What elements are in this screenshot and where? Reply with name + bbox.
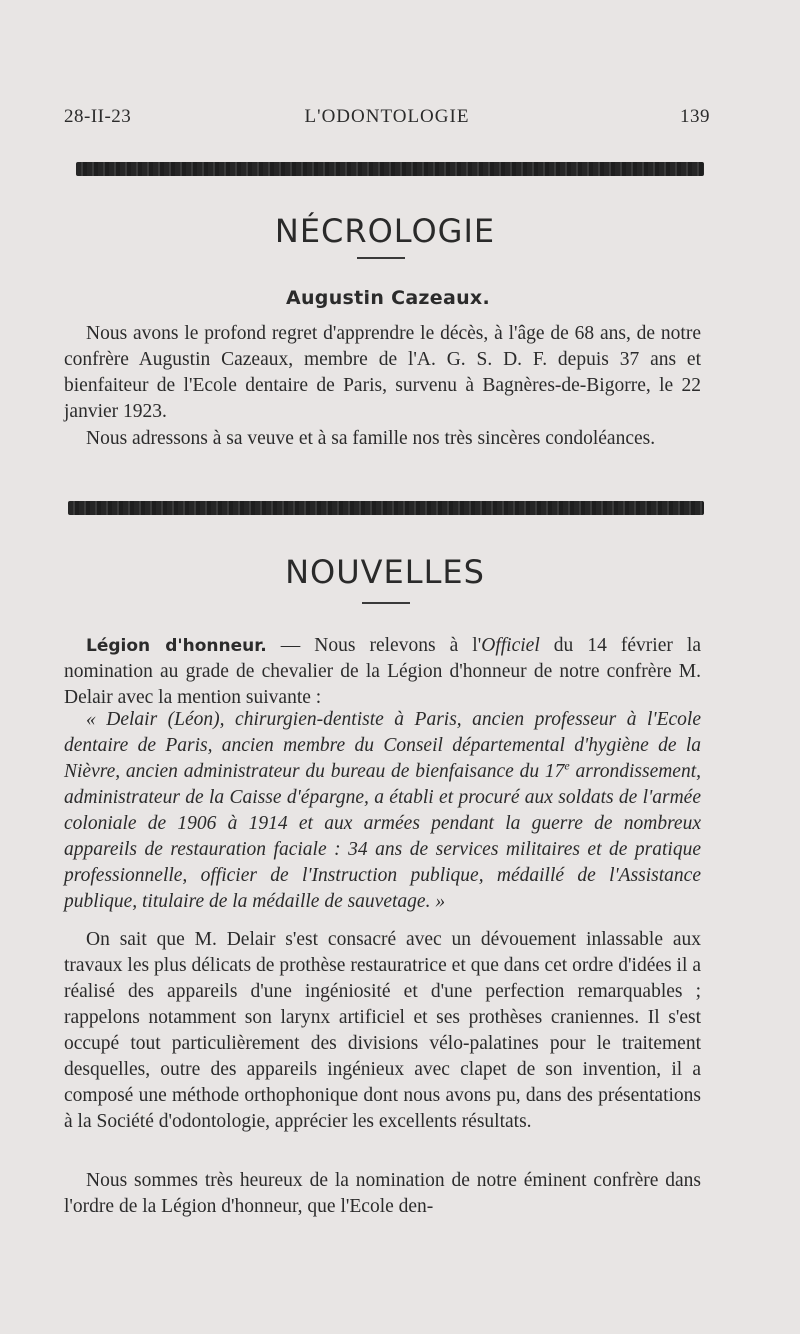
- quote-part-1: « Delair (Léon), chirurgien-dentiste à Paris, ancien professeur à l'Ecole dentaire de Paris, ancien membre du Conseil départemental d'hygiène de la Nièvre, ancien administrateur du bureau de bienfaisance du 17: [64, 709, 701, 782]
- title-underline: [362, 602, 410, 604]
- closing-paragraph: Nous sommes très heureux de la nomination de notre éminent confrère dans l'ordre de la Légion d'honneur, que l'Ecole den-: [64, 1170, 701, 1217]
- quote-part-2: arrondissement, administrateur de la Caisse d'épargne, a établi et procuré aux soldats de l'armée coloniale de 1906 à 1914 et aux armées pendant la guerre de nombreux appareils de restauration faciale : 34 ans de services militaires et de pratique professionnelle, officier de l'Instruction publique, médaillé de l'Assistance publique, titulaire de la médaille de sauvetage. »: [64, 761, 701, 912]
- ornamental-rule-middle: [68, 501, 704, 515]
- lead-text-continued: du 14 février la nomination au grade de chevalier de la Légion d'honneur de notre confrère M. Delair avec la mention suivante :: [64, 635, 701, 708]
- ornamental-rule-top: [76, 162, 704, 176]
- officiel-italic: Officiel: [481, 635, 540, 656]
- citation-quote: [64, 707, 701, 915]
- running-head: [64, 106, 710, 136]
- section-title-necrologie: NÉCROLOGIE: [274, 212, 496, 250]
- condolences-paragraph: Nous adressons à sa veuve et à sa famille nos très sincères condoléances.: [86, 428, 656, 449]
- legion-honneur-heading: Légion d'honneur.: [86, 636, 267, 656]
- obituary-subhead: Augustin Cazeaux.: [285, 287, 491, 309]
- header-journal-title: L'ODONTOLOGIE: [304, 106, 470, 127]
- title-underline: [357, 257, 405, 259]
- obituary-paragraph: Nous avons le profond regret d'apprendre le décès, à l'âge de 68 ans, de notre confrère Augustin Cazeaux, membre de l'A. G. S. D. F. depuis 37 ans et bienfaiteur de l'Ecole dentaire de Paris, survenu à Bagnères-de-Bigorre, le 22 janvier 1923.: [64, 323, 701, 422]
- legion-honneur-paragraph: [64, 633, 701, 711]
- quote-superscript: e: [564, 758, 570, 773]
- delair-work-paragraph: On sait que M. Delair s'est consacré avec un dévouement inlassable aux travaux les plus délicats de prothèse restauratrice et que dans cet ordre d'idées il a réalisé des appareils d'une ingéniosité et d'une perfection remarquables ; rappelons notamment son larynx artificiel et ses prothèses craniennes. Il s'est occupé tout particulièrement des divisions vélo-palatines pour le traitement desquelles, outre des appareils ingénieux avec clapet de son invention, il a composé une méthode orthophonique dont nous avons pu, dans des présentations à la Société d'odontologie, apprécier les excellents résultats.: [64, 929, 701, 1132]
- section-title-nouvelles: NOUVELLES: [285, 553, 485, 591]
- header-date: 28-II-23: [64, 106, 132, 127]
- header-page-number: 139: [680, 106, 710, 127]
- lead-text: — Nous relevons à l': [266, 635, 482, 656]
